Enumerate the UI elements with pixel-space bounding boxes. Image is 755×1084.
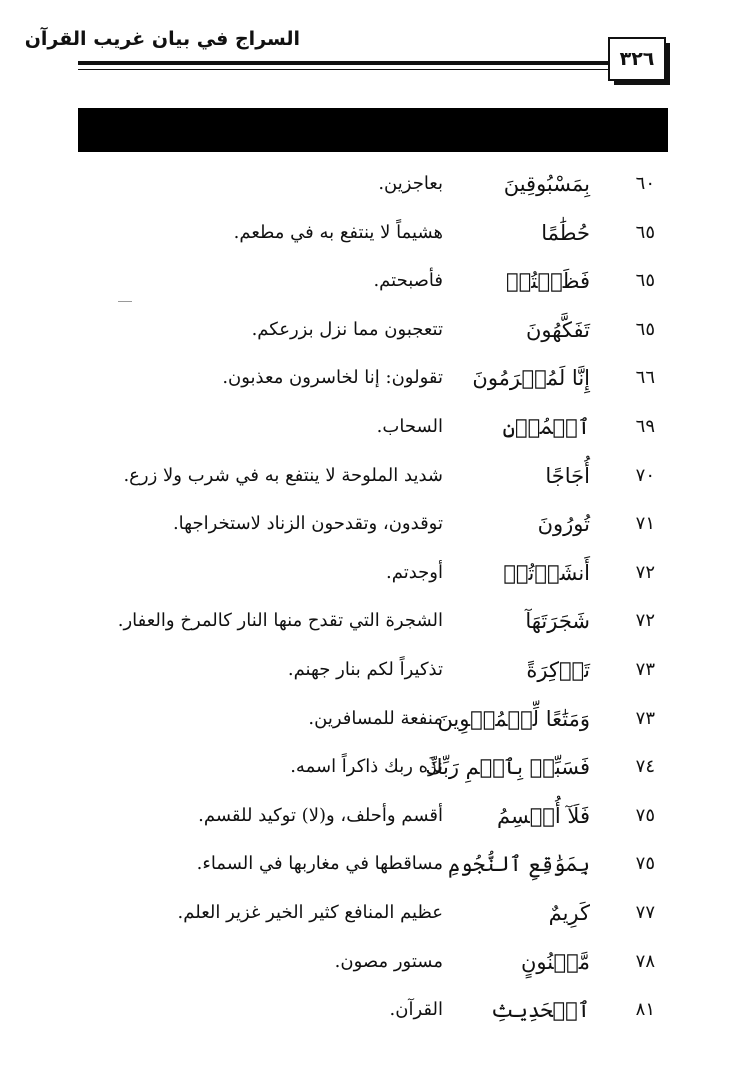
verse-number: ٦٥ [635, 221, 655, 243]
glossary-row [0, 306, 755, 354]
term-meaning: السحاب. [376, 416, 443, 437]
verse-number: ٧٢ [635, 561, 655, 583]
term-meaning: الشجرة التي تقدح منها النار كالمرخ والعفار. [117, 610, 443, 632]
term-meaning: مساقطها في مغاربها في السماء. [196, 853, 443, 875]
quran-term: فَظَلۡتُمۡ [505, 269, 590, 294]
term-meaning: تتعجبون مما نزل بزرعكم. [251, 318, 443, 340]
page-number: ٣٢٦ [608, 37, 666, 81]
glossary-row [0, 743, 755, 791]
glossary-row [0, 646, 755, 694]
glossary-row [0, 986, 755, 1034]
term-meaning: تذكيراً لكم بنار جهنم. [287, 659, 443, 680]
quran-term: ٱلۡحَدِيثِ [490, 998, 590, 1023]
term-meaning: هشيماً لا ينتفع به في مطعم. [233, 221, 443, 243]
verse-number: ٧٧ [635, 902, 655, 923]
quran-term: مَّكۡنُونٍ [520, 949, 590, 974]
term-meaning: مستور مصون. [334, 950, 443, 972]
quran-term: تَذۡكِرَةً [526, 658, 590, 682]
quran-term: بِمَسْبُوقِينَ [503, 172, 590, 196]
term-meaning: أقسم وأحلف، و(لا) توكيد للقسم. [198, 804, 443, 826]
verse-number: ٧١ [635, 513, 655, 535]
verse-number: ٧٣ [635, 659, 655, 680]
term-meaning: فأصبحتم. [373, 270, 443, 292]
quran-term: شَجَرَتَهَآ [525, 609, 590, 634]
glossary-row [0, 354, 755, 402]
quran-term: أُجَاجًا [545, 463, 590, 488]
section-band [78, 108, 668, 152]
verse-number: ٦٥ [635, 270, 655, 292]
glossary-row [0, 938, 755, 986]
verse-number: ٧٠ [635, 464, 655, 486]
term-meaning: تقولون: إنا لخاسرون معذبون. [222, 367, 443, 389]
header-rule-thin [78, 69, 610, 70]
verse-number: ٧٢ [635, 610, 655, 632]
verse-number: ٧٥ [635, 853, 655, 875]
quran-term: تُورُونَ [537, 512, 590, 537]
term-meaning: بعاجزين. [378, 173, 443, 194]
term-meaning: نزِّه ربك ذاكراً اسمه. [290, 756, 443, 778]
quran-term: فَسَبِّحۡ بِٱسۡمِ رَبِّكَ [425, 755, 590, 780]
verse-number: ٨١ [635, 999, 655, 1021]
verse-number: ٧٤ [635, 756, 655, 778]
glossary-row [0, 549, 755, 597]
glossary-row [0, 889, 755, 937]
term-meaning: توقدون، وتقدحون الزناد لاستخراجها. [172, 513, 443, 535]
verse-number: ٦٥ [635, 318, 655, 340]
verse-number: ٧٣ [635, 707, 655, 729]
quran-term: تَفَكَّهُونَ [525, 317, 590, 342]
term-meaning: القرآن. [389, 999, 443, 1021]
quran-term: بِمَوَٰقِعِ ٱلنُّجُومِ [447, 852, 590, 877]
quran-term: فَلَآ أُقۡسِمُ [497, 803, 590, 828]
quran-term: وَمَتَٰعًا لِّلۡمُقۡوِينَ [437, 706, 590, 731]
quran-term: إِنَّا لَمُغۡرَمُونَ [472, 366, 590, 391]
term-meaning: شديد الملوحة لا ينتفع به في شرب ولا زرع. [123, 464, 443, 486]
glossary-row [0, 597, 755, 645]
verse-number: ٦٦ [635, 367, 655, 389]
glossary-row [0, 257, 755, 305]
verse-number: ٦٠ [635, 173, 655, 194]
quran-term: أَنشَأۡتُمۡ [503, 560, 590, 585]
glossary-row [0, 160, 755, 208]
verse-number: ٦٩ [635, 416, 655, 437]
header-rule-thick [78, 61, 610, 65]
term-meaning: عظيم المنافع كثير الخير غزير العلم. [177, 902, 443, 923]
glossary-row [0, 695, 755, 743]
glossary-row [0, 500, 755, 548]
quran-term: حُطَٰمًا [541, 220, 590, 245]
term-meaning: منفعة للمسافرين. [308, 707, 443, 729]
glossary-row [0, 792, 755, 840]
glossary-row [0, 452, 755, 500]
glossary-row [0, 840, 755, 888]
glossary-row [0, 403, 755, 451]
quran-term: كَرِيمٌ [548, 901, 590, 925]
verse-number: ٧٥ [635, 804, 655, 826]
glossary-row [0, 209, 755, 257]
term-meaning: أوجدتم. [386, 561, 443, 583]
running-title: السراج في بيان غريب القرآن [24, 28, 300, 50]
verse-number: ٧٨ [635, 950, 655, 972]
quran-term: ٱلۡمُزۡنِ [502, 415, 590, 439]
